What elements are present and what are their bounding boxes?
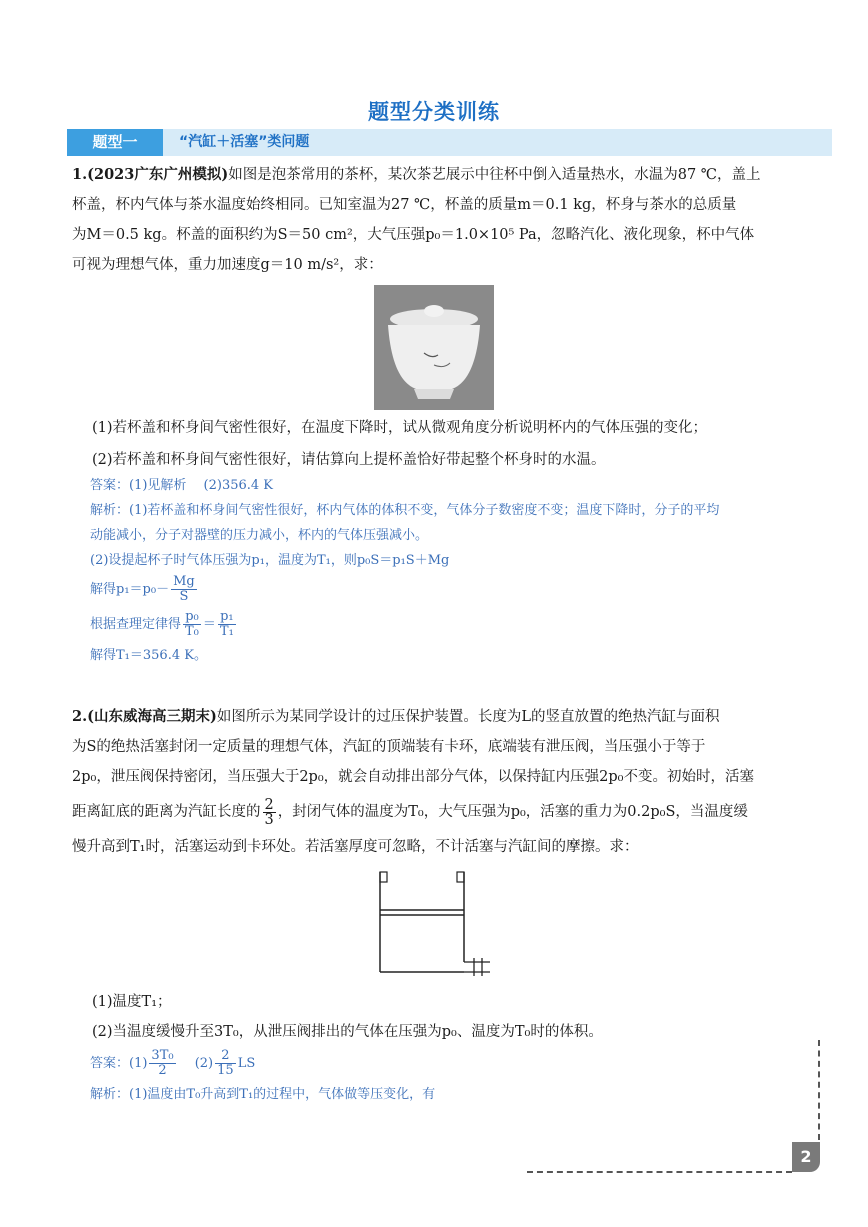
section-header bbox=[67, 129, 832, 156]
q2-line-3: 2p₀，泄压阀保持密闭，当压强大于2p₀，就会自动排出部分气体，以保持缸内压强2p₀不变。初始时，活塞 bbox=[72, 769, 754, 785]
q1-explanation-4: 解得p₁＝p₀－ $\frac{Mg}{S}$ bbox=[90, 574, 195, 604]
q2-line-2: 为S的绝热活塞封闭一定质量的理想气体，汽缸的顶端装有卡环，底端装有泄压阀，当压强小于等于 bbox=[72, 739, 706, 755]
q1-explanation-1: 解析：(1)若杯盖和杯身间气密性很好，杯内气体的体积不变，气体分子数密度不变；温度下降时，分子的平均 bbox=[90, 503, 720, 518]
q2-answer-line: 答案：(1) $\frac{\text{3T₀}}{2}$ (2) $\frac{2}{15}$ LS bbox=[90, 1048, 256, 1078]
q1-source: (2023广东广州模拟) bbox=[87, 166, 229, 183]
q1-answer-line: 答案：(1)见解析 (2)356.4 K bbox=[90, 478, 274, 493]
cylinder-diagram bbox=[372, 868, 497, 978]
q1-answer bbox=[90, 473, 832, 668]
q2-line-4: 距离缸底的距离为汽缸长度的 $\frac{2}{3}$ ，封闭气体的温度为T₀，大气压强为p₀，活塞的重力为0.2p₀S，当温度缓 bbox=[72, 796, 748, 828]
q1-stem bbox=[72, 160, 832, 280]
fraction-2-15: $\frac{2}{15}$ bbox=[217, 1048, 234, 1078]
fraction-p1-t1: $\frac{\text{p₁}}{\text{T₁}}$ bbox=[219, 609, 234, 639]
page-number: 2 bbox=[792, 1142, 820, 1172]
q2-sub1: (1)温度T₁； bbox=[92, 994, 172, 1010]
q2-line-5: 慢升高到T₁时，活塞运动到卡环处。若活塞厚度可忽略，不计活塞与汽缸间的摩擦。求： bbox=[72, 839, 639, 855]
q2-sub2: (2)当温度缓慢升至3T₀，从泄压阀排出的气体在压强为p₀、温度为T₀时的体积。 bbox=[92, 1024, 603, 1040]
q1-explanation-2: 动能减小，分子对器壁的压力减小，杯内的气体压强减小。 bbox=[90, 528, 429, 543]
q2-explanation-1: 解析：(1)温度由T₀升高到T₁的过程中，气体做等压变化，有 bbox=[90, 1087, 436, 1102]
q1-number: 1. bbox=[72, 166, 88, 183]
q1-explanation-3: (2)设提起杯子时气体压强为p₁，温度为T₁，则p₀S＝p₁S＋Mg bbox=[90, 553, 450, 568]
section-title: “汽缸＋活塞”类问题 bbox=[179, 134, 310, 150]
q2-line-1: 2.(山东威海高三期末)如图所示为某同学设计的过压保护装置。长度为L的竖直放置的绝热汽缸与面积 bbox=[72, 708, 720, 725]
teacup-photo bbox=[374, 285, 494, 410]
q1-explanation-5: 根据查理定律得 $\frac{\text{p₀}}{\text{T₀}}$ ＝ $\frac{\text{p₁}}{\text{T₁}}$ bbox=[90, 609, 234, 639]
q1-line-3: 为M＝0.5 kg。杯盖的面积约为S＝50 cm²，大气压强p₀＝1.0×10⁵ Pa，忽略汽化、液化现象，杯中气体 bbox=[72, 227, 755, 243]
page-border-vertical bbox=[818, 1040, 820, 1140]
page-border-horizontal bbox=[527, 1171, 792, 1173]
q1-line-1: 1.(2023广东广州模拟)如图是泡茶常用的茶杯，某次茶艺展示中往杯中倒入适量热水，水温为87 ℃，盖上 bbox=[72, 166, 761, 183]
q1-line-4: 可视为理想气体，重力加速度g＝10 m/s²，求： bbox=[72, 257, 383, 273]
fraction-two-thirds: $\frac{2}{3}$ bbox=[264, 796, 274, 828]
q1-explanation-6: 解得T₁＝356.4 K。 bbox=[90, 648, 207, 663]
q1-line-2: 杯盖，杯内气体与茶水温度始终相同。已知室温为27 ℃，杯盖的质量m＝0.1 kg，杯身与茶水的总质量 bbox=[72, 197, 737, 213]
section-tag: 题型一 bbox=[67, 129, 163, 156]
fraction-3t0-2: $\frac{\text{3T₀}}{2}$ bbox=[151, 1048, 174, 1078]
page-title: 题型分类训练 bbox=[368, 100, 500, 124]
q2-answer bbox=[90, 1046, 832, 1107]
q2-source: (山东威海高三期末) bbox=[87, 708, 217, 725]
q1-sub1: (1)若杯盖和杯身间气密性很好，在温度下降时，试从微观角度分析说明杯内的气体压强的变化； bbox=[92, 420, 708, 436]
q1-sub2: (2)若杯盖和杯身间气密性很好，请估算向上提杯盖恰好带起整个杯身时的水温。 bbox=[92, 452, 606, 468]
fraction-mg-s: $\frac{Mg}{S}$ bbox=[173, 574, 195, 604]
q2-stem bbox=[72, 702, 832, 862]
q2-number: 2. bbox=[72, 708, 88, 725]
fraction-p0-t0: $\frac{\text{p₀}}{\text{T₀}}$ bbox=[185, 609, 199, 639]
